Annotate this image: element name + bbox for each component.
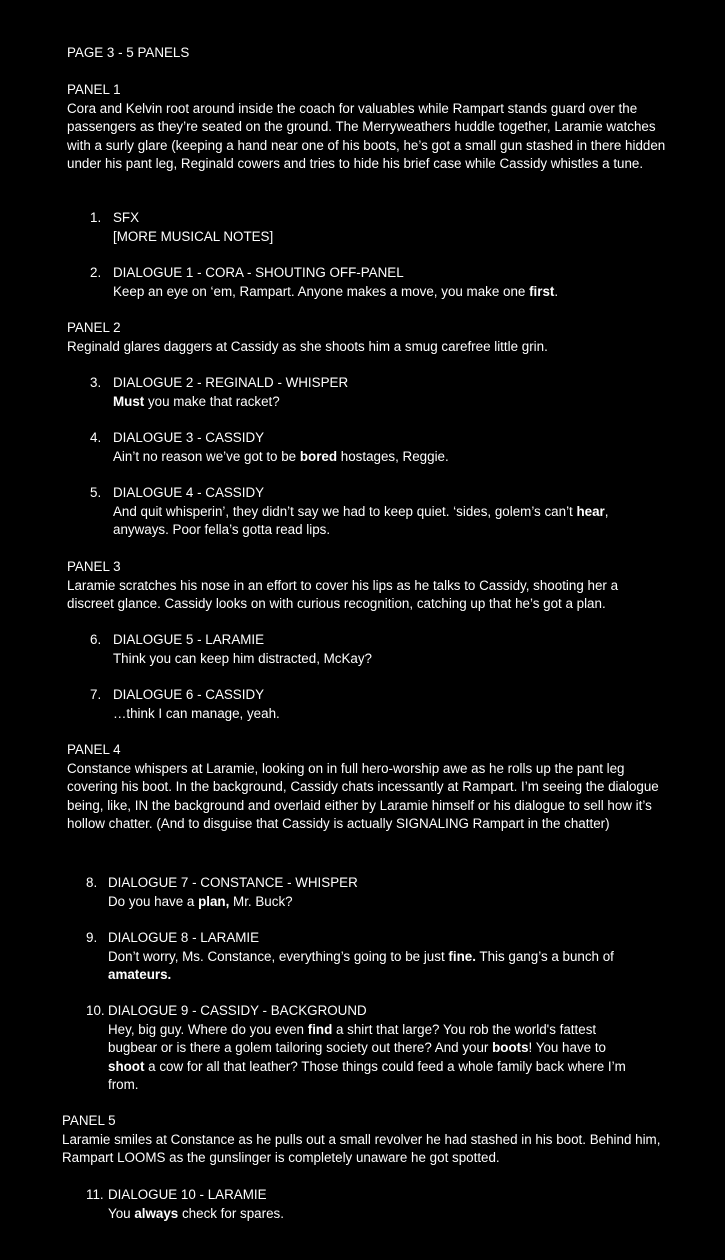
panel-description: Constance whispers at Laramie, looking on in full hero-worship awe as he rolls up the pant leg covering his boot. In the background, Cassidy chats incessantly at Rampart. I’m seeing the dialogue being, like, IN the background and overlaid either by Laramie himself or his dialogue to sell how it’s hollow chatter. (And to disguise that Cassidy is actually SIGNALING Rampart in the chatter) xyxy=(67,760,659,831)
panel-4 xyxy=(67,741,667,834)
item-number: 5. xyxy=(90,485,102,500)
item-number: 8. xyxy=(86,875,98,890)
item-line xyxy=(108,1021,638,1095)
script-item xyxy=(90,484,630,540)
item-text: Keep an eye on ‘em, Rampart. Anyone makes a move, you make one xyxy=(113,283,530,299)
script-item xyxy=(86,929,626,985)
item-number: 9. xyxy=(86,930,98,945)
item-text: Do you have a xyxy=(108,893,199,909)
item-header: DIALOGUE 5 - LARAMIE xyxy=(113,632,265,647)
item-text-bold: first xyxy=(529,283,555,299)
item-text: , anyways. Poor fella’s gotta read lips. xyxy=(113,503,609,537)
item-line xyxy=(113,650,630,669)
item-text-bold: amateurs. xyxy=(108,967,172,982)
item-number: 7. xyxy=(90,687,102,702)
panel-description: Cora and Kelvin root around inside the coach for valuables while Rampart stands guard over the passengers as they’re seated on the ground. The Merryweathers huddle together, Laramie watches with a surly glare (keeping a hand near one of his boots, he’s got a small gun stashed in there hidden under his pant leg, Reginald cowers and tries to hide his brief case while Cassidy whistles a tune. xyxy=(67,100,666,171)
item-line xyxy=(108,948,638,985)
item-number: 4. xyxy=(90,430,102,445)
item-header: DIALOGUE 8 - LARAMIE xyxy=(108,930,260,945)
item-line xyxy=(113,393,630,412)
item-header: DIALOGUE 3 - CASSIDY xyxy=(113,430,265,445)
item-text: This gang’s a bunch of xyxy=(475,948,614,964)
item-text: Hey, big guy. Where do you even xyxy=(108,1021,308,1037)
panel-heading: PANEL 2 xyxy=(67,320,121,335)
item-header: DIALOGUE 2 - REGINALD - WHISPER xyxy=(113,375,349,390)
script-item xyxy=(86,874,626,911)
item-header: SFX xyxy=(113,210,140,225)
item-text: hostages, Reggie. xyxy=(337,448,449,464)
panel-description: Laramie smiles at Constance as he pulls out a small revolver he had stashed in his boot. Behind him, Rampart LOOMS as the gunslinger is completely unaware he got spotted. xyxy=(62,1131,661,1165)
item-text: a cow for all that leather? Those things could feed a whole family back where I’m from. xyxy=(108,1058,626,1092)
item-text: And quit whisperin’, they didn’t say we had to keep quiet. ‘sides, golem’s can’t xyxy=(113,503,577,519)
item-text-bold: fine. xyxy=(448,948,476,964)
item-text-bold: Must xyxy=(113,393,145,409)
item-number: 2. xyxy=(90,265,102,280)
item-text-bold: bored xyxy=(299,448,338,464)
script-item xyxy=(90,374,630,411)
item-header: DIALOGUE 4 - CASSIDY xyxy=(113,485,265,500)
panel-heading: PANEL 4 xyxy=(67,742,121,757)
script-item xyxy=(90,429,630,466)
item-header: DIALOGUE 7 - CONSTANCE - WHISPER xyxy=(108,875,358,890)
item-number: 10. xyxy=(86,1003,105,1018)
item-text: You xyxy=(108,1205,135,1221)
item-text: Ain’t no reason we’ve got to be xyxy=(113,448,300,464)
item-text: Think you can keep him distracted, McKay? xyxy=(113,650,373,666)
item-line xyxy=(108,893,626,912)
item-text-bold: find xyxy=(307,1021,333,1037)
panel-heading: PANEL 3 xyxy=(67,559,121,574)
panel-3 xyxy=(67,558,667,614)
item-text-bold: shoot xyxy=(108,1058,145,1074)
item-line xyxy=(108,1205,626,1224)
item-text: …think I can manage, yeah. xyxy=(113,705,280,721)
item-line xyxy=(113,448,630,467)
panel-heading: PANEL 5 xyxy=(62,1113,116,1128)
item-text: check for spares. xyxy=(178,1205,284,1221)
script-item xyxy=(90,209,630,246)
item-number: 6. xyxy=(90,632,102,647)
item-line xyxy=(113,705,630,724)
item-header: DIALOGUE 9 - CASSIDY - BACKGROUND xyxy=(108,1003,367,1018)
item-line xyxy=(113,283,630,302)
item-text: [MORE MUSICAL NOTES] xyxy=(113,228,274,244)
item-header: DIALOGUE 6 - CASSIDY xyxy=(113,687,265,702)
panel-1 xyxy=(67,81,667,174)
script-item xyxy=(90,686,630,723)
script-item xyxy=(86,1002,626,1095)
item-text: Mr. Buck? xyxy=(229,893,293,909)
item-number: 1. xyxy=(90,210,102,225)
script-item xyxy=(86,1186,626,1223)
item-text: Don’t worry, Ms. Constance, everything’s going to be just xyxy=(108,948,449,964)
panel-description: Laramie scratches his nose in an effort to cover his lips as he talks to Cassidy, shooting her a discreet glance. Cassidy looks on with curious recognition, catching up that he’s got a plan. xyxy=(67,577,619,611)
page-title: PAGE 3 - 5 PANELS xyxy=(67,45,190,60)
panel-description: Reginald glares daggers at Cassidy as she shoots him a smug carefree little grin. xyxy=(67,338,548,354)
item-text-bold: boots xyxy=(492,1040,529,1055)
item-line xyxy=(113,503,633,540)
item-text: . xyxy=(554,283,559,299)
item-number: 3. xyxy=(90,375,102,390)
item-text: a shirt that large? You rob the world's fattest bugbear or is there a golem tailoring society out there? And your xyxy=(108,1021,597,1055)
item-header: DIALOGUE 1 - CORA - SHOUTING OFF-PANEL xyxy=(113,265,404,280)
script-item xyxy=(90,264,630,301)
panel-5 xyxy=(62,1112,667,1168)
script-item xyxy=(90,631,630,668)
item-text: ! You have to xyxy=(528,1040,606,1055)
panel-heading: PANEL 1 xyxy=(67,82,121,97)
item-text-bold: always xyxy=(134,1205,179,1221)
item-text-bold: hear xyxy=(576,503,605,519)
item-text: you make that racket? xyxy=(144,393,280,409)
item-text-bold: plan, xyxy=(198,893,230,909)
panel-2 xyxy=(67,319,667,356)
item-number: 11. xyxy=(86,1187,104,1202)
item-header: DIALOGUE 10 - LARAMIE xyxy=(108,1187,267,1202)
item-line xyxy=(113,228,630,247)
